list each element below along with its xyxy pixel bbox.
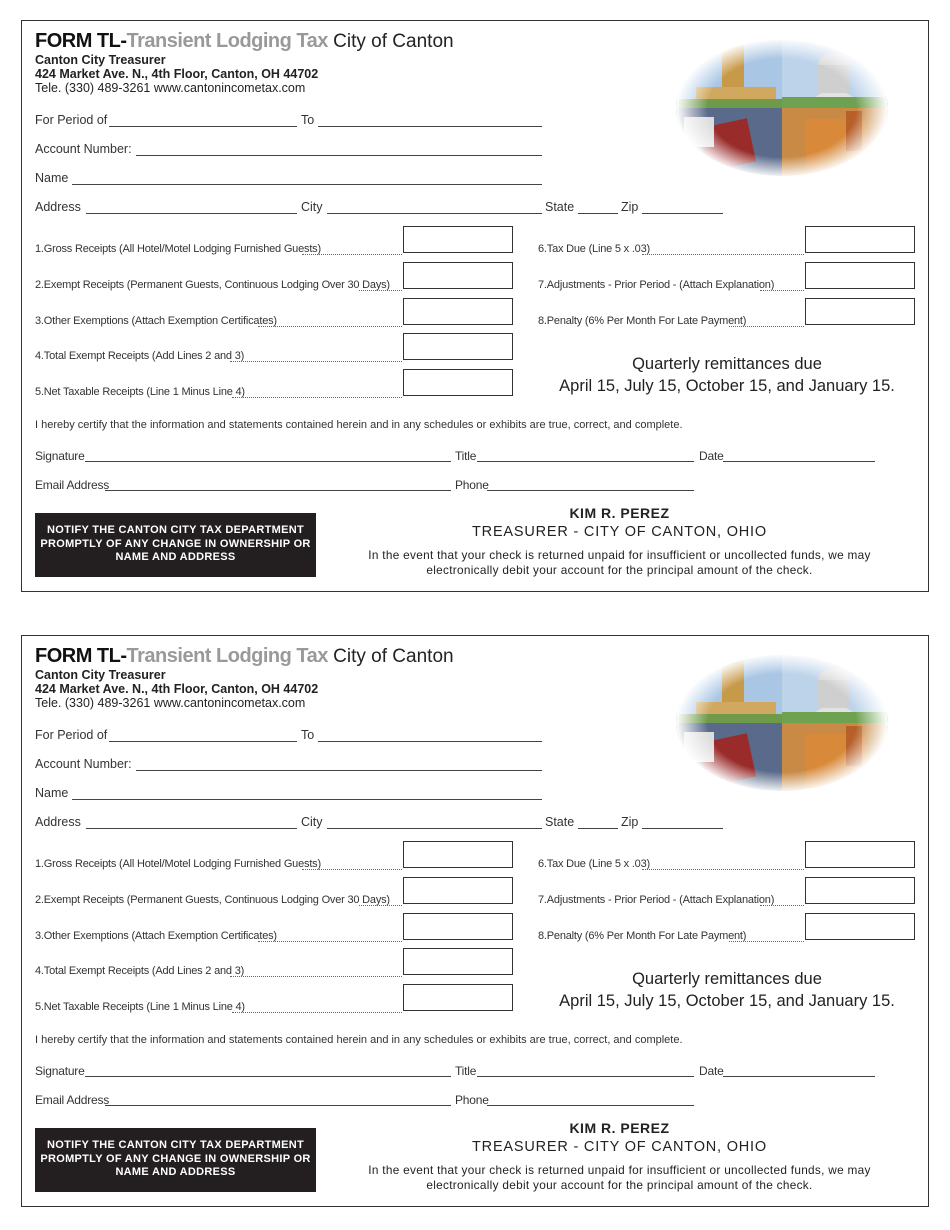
line-2-input[interactable] bbox=[403, 262, 513, 289]
zip-label: Zip bbox=[621, 815, 639, 829]
signature-label: Signature bbox=[35, 449, 85, 463]
line-4-input[interactable] bbox=[403, 333, 513, 360]
line-1-input[interactable] bbox=[403, 841, 513, 868]
line-7-label: 7.Adjustments - Prior Period - (Attach Explanation) bbox=[538, 279, 775, 291]
line-2-input[interactable] bbox=[403, 877, 513, 904]
line-7-label: 7.Adjustments - Prior Period - (Attach Explanation) bbox=[538, 894, 775, 906]
line-8-input[interactable] bbox=[805, 913, 915, 940]
line-6-label: 6.Tax Due (Line 5 x .03) bbox=[538, 858, 650, 870]
canton-landmarks-photo bbox=[676, 652, 888, 794]
line-4-label: 4.Total Exempt Receipts (Add Lines 2 and 3) bbox=[35, 965, 245, 977]
phone-input[interactable] bbox=[487, 490, 694, 491]
signature-label: Signature bbox=[35, 1064, 85, 1078]
account-number-label: Account Number: bbox=[35, 142, 132, 156]
line-8-label: 8.Penalty (6% Per Month For Late Payment) bbox=[538, 315, 747, 327]
address-label: Address bbox=[35, 200, 81, 214]
line-5-input[interactable] bbox=[403, 369, 513, 396]
line-2-label: 2.Exempt Receipts (Permanent Guests, Continuous Lodging Over 30 Days) bbox=[35, 279, 390, 291]
period-of-label: For Period of bbox=[35, 728, 108, 742]
period-to-label: To bbox=[301, 728, 315, 742]
line-3-input[interactable] bbox=[403, 913, 513, 940]
address-input[interactable] bbox=[86, 828, 297, 829]
org-phone: Tele. (330) 489-3261 www.cantonincometax.com bbox=[35, 81, 306, 95]
phone-label: Phone bbox=[455, 478, 489, 492]
period-from-input[interactable] bbox=[109, 741, 297, 742]
title-label: Title bbox=[455, 1064, 477, 1078]
quarterly-due-note bbox=[542, 353, 912, 397]
org-address: 424 Market Ave. N., 4th Floor, Canton, OH 44702 bbox=[35, 682, 319, 696]
line-7-input[interactable] bbox=[805, 877, 915, 904]
period-to-label: To bbox=[301, 113, 315, 127]
form-title: FORM TL-Transient Lodging Tax City of Canton bbox=[35, 645, 454, 667]
line-4-leader bbox=[230, 361, 402, 362]
phone-input[interactable] bbox=[487, 1105, 694, 1106]
canton-landmarks-photo bbox=[676, 37, 888, 179]
state-label: State bbox=[545, 815, 575, 829]
email-input[interactable] bbox=[105, 1105, 451, 1106]
returned-check-note: In the event that your check is returned unpaid for insufficient or uncollected funds, we may electronically debit your account for the principal amount of the check. bbox=[368, 548, 871, 577]
date-input[interactable] bbox=[723, 1076, 875, 1077]
line-4-label: 4.Total Exempt Receipts (Add Lines 2 and 3) bbox=[35, 350, 245, 362]
line-6-input[interactable] bbox=[805, 226, 915, 253]
quarterly-due-line-2: April 15, July 15, October 15, and January 15. bbox=[559, 377, 895, 395]
quarterly-due-line-1: Quarterly remittances due bbox=[632, 970, 822, 988]
name-label: Name bbox=[35, 786, 69, 800]
line-5-label: 5.Net Taxable Receipts (Line 1 Minus Line 4) bbox=[35, 386, 245, 398]
signature-input[interactable] bbox=[85, 461, 451, 462]
line-4-input[interactable] bbox=[403, 948, 513, 975]
account-number-input[interactable] bbox=[136, 155, 542, 156]
line-4-leader bbox=[230, 976, 402, 977]
name-input[interactable] bbox=[72, 799, 542, 800]
name-label: Name bbox=[35, 171, 69, 185]
date-input[interactable] bbox=[723, 461, 875, 462]
address-input[interactable] bbox=[86, 213, 297, 214]
account-number-label: Account Number: bbox=[35, 757, 132, 771]
quarterly-due-line-1: Quarterly remittances due bbox=[632, 355, 822, 373]
signature-input[interactable] bbox=[85, 1076, 451, 1077]
org-phone: Tele. (330) 489-3261 www.cantonincometax.com bbox=[35, 696, 306, 710]
tax-form-copy-1 bbox=[21, 20, 929, 592]
date-label: Date bbox=[699, 449, 724, 463]
city-label: City bbox=[301, 200, 323, 214]
certification-statement: I hereby certify that the information and statements contained herein and in any schedules or exhibits are true, correct, and complete. bbox=[35, 419, 683, 431]
treasurer-title: TREASURER - CITY OF CANTON, OHIO bbox=[472, 1139, 767, 1155]
title-label: Title bbox=[455, 449, 477, 463]
line-8-leader bbox=[729, 941, 804, 942]
line-2-leader bbox=[359, 290, 402, 291]
line-8-input[interactable] bbox=[805, 298, 915, 325]
line-1-label: 1.Gross Receipts (All Hotel/Motel Lodging Furnished Guests) bbox=[35, 243, 321, 255]
account-number-input[interactable] bbox=[136, 770, 542, 771]
address-label: Address bbox=[35, 815, 81, 829]
line-6-leader bbox=[642, 254, 804, 255]
line-7-leader bbox=[760, 905, 804, 906]
org-name: Canton City Treasurer bbox=[35, 53, 166, 67]
line-1-label: 1.Gross Receipts (All Hotel/Motel Lodging Furnished Guests) bbox=[35, 858, 321, 870]
line-7-input[interactable] bbox=[805, 262, 915, 289]
line-3-input[interactable] bbox=[403, 298, 513, 325]
returned-check-note: In the event that your check is returned unpaid for insufficient or uncollected funds, we may electronically debit your account for the principal amount of the check. bbox=[368, 1163, 871, 1192]
line-6-leader bbox=[642, 869, 804, 870]
ownership-change-notice: NOTIFY THE CANTON CITY TAX DEPARTMENT PROMPTLY OF ANY CHANGE IN OWNERSHIP OR NAME AND ADDRESS bbox=[35, 1128, 316, 1192]
treasurer-title: TREASURER - CITY OF CANTON, OHIO bbox=[472, 524, 767, 540]
city-input[interactable] bbox=[327, 828, 542, 829]
city-input[interactable] bbox=[327, 213, 542, 214]
treasurer-name: KIM R. PEREZ bbox=[569, 505, 670, 521]
city-label: City bbox=[301, 815, 323, 829]
period-from-input[interactable] bbox=[109, 126, 297, 127]
period-to-input[interactable] bbox=[318, 126, 542, 127]
line-7-leader bbox=[760, 290, 804, 291]
line-8-leader bbox=[729, 326, 804, 327]
tax-form-copy-2 bbox=[21, 635, 929, 1207]
line-5-leader bbox=[232, 1012, 402, 1013]
line-6-input[interactable] bbox=[805, 841, 915, 868]
state-input[interactable] bbox=[578, 828, 618, 829]
treasurer-name: KIM R. PEREZ bbox=[569, 1120, 670, 1136]
line-3-leader bbox=[258, 941, 402, 942]
line-3-leader bbox=[258, 326, 402, 327]
line-1-leader bbox=[302, 254, 402, 255]
quarterly-due-note bbox=[542, 968, 912, 1012]
line-2-leader bbox=[359, 905, 402, 906]
zip-label: Zip bbox=[621, 200, 639, 214]
name-input[interactable] bbox=[72, 184, 542, 185]
line-5-label: 5.Net Taxable Receipts (Line 1 Minus Line 4) bbox=[35, 1001, 245, 1013]
period-of-label: For Period of bbox=[35, 113, 108, 127]
zip-input[interactable] bbox=[642, 828, 723, 829]
quarterly-due-line-2: April 15, July 15, October 15, and January 15. bbox=[559, 992, 895, 1010]
line-5-leader bbox=[232, 397, 402, 398]
org-address: 424 Market Ave. N., 4th Floor, Canton, OH 44702 bbox=[35, 67, 319, 81]
line-5-input[interactable] bbox=[403, 984, 513, 1011]
line-3-label: 3.Other Exemptions (Attach Exemption Certificates) bbox=[35, 315, 277, 327]
line-2-label: 2.Exempt Receipts (Permanent Guests, Continuous Lodging Over 30 Days) bbox=[35, 894, 390, 906]
title-input[interactable] bbox=[477, 1076, 694, 1077]
line-8-label: 8.Penalty (6% Per Month For Late Payment) bbox=[538, 930, 747, 942]
certification-statement: I hereby certify that the information and statements contained herein and in any schedules or exhibits are true, correct, and complete. bbox=[35, 1034, 683, 1046]
state-input[interactable] bbox=[578, 213, 618, 214]
email-input[interactable] bbox=[105, 490, 451, 491]
org-name: Canton City Treasurer bbox=[35, 668, 166, 682]
email-label: Email Address bbox=[35, 478, 110, 492]
date-label: Date bbox=[699, 1064, 724, 1078]
line-6-label: 6.Tax Due (Line 5 x .03) bbox=[538, 243, 650, 255]
form-title: FORM TL-Transient Lodging Tax City of Canton bbox=[35, 30, 454, 52]
zip-input[interactable] bbox=[642, 213, 723, 214]
line-3-label: 3.Other Exemptions (Attach Exemption Certificates) bbox=[35, 930, 277, 942]
email-label: Email Address bbox=[35, 1093, 110, 1107]
line-1-input[interactable] bbox=[403, 226, 513, 253]
phone-label: Phone bbox=[455, 1093, 489, 1107]
period-to-input[interactable] bbox=[318, 741, 542, 742]
line-1-leader bbox=[302, 869, 402, 870]
ownership-change-notice: NOTIFY THE CANTON CITY TAX DEPARTMENT PROMPTLY OF ANY CHANGE IN OWNERSHIP OR NAME AND ADDRESS bbox=[35, 513, 316, 577]
state-label: State bbox=[545, 200, 575, 214]
title-input[interactable] bbox=[477, 461, 694, 462]
